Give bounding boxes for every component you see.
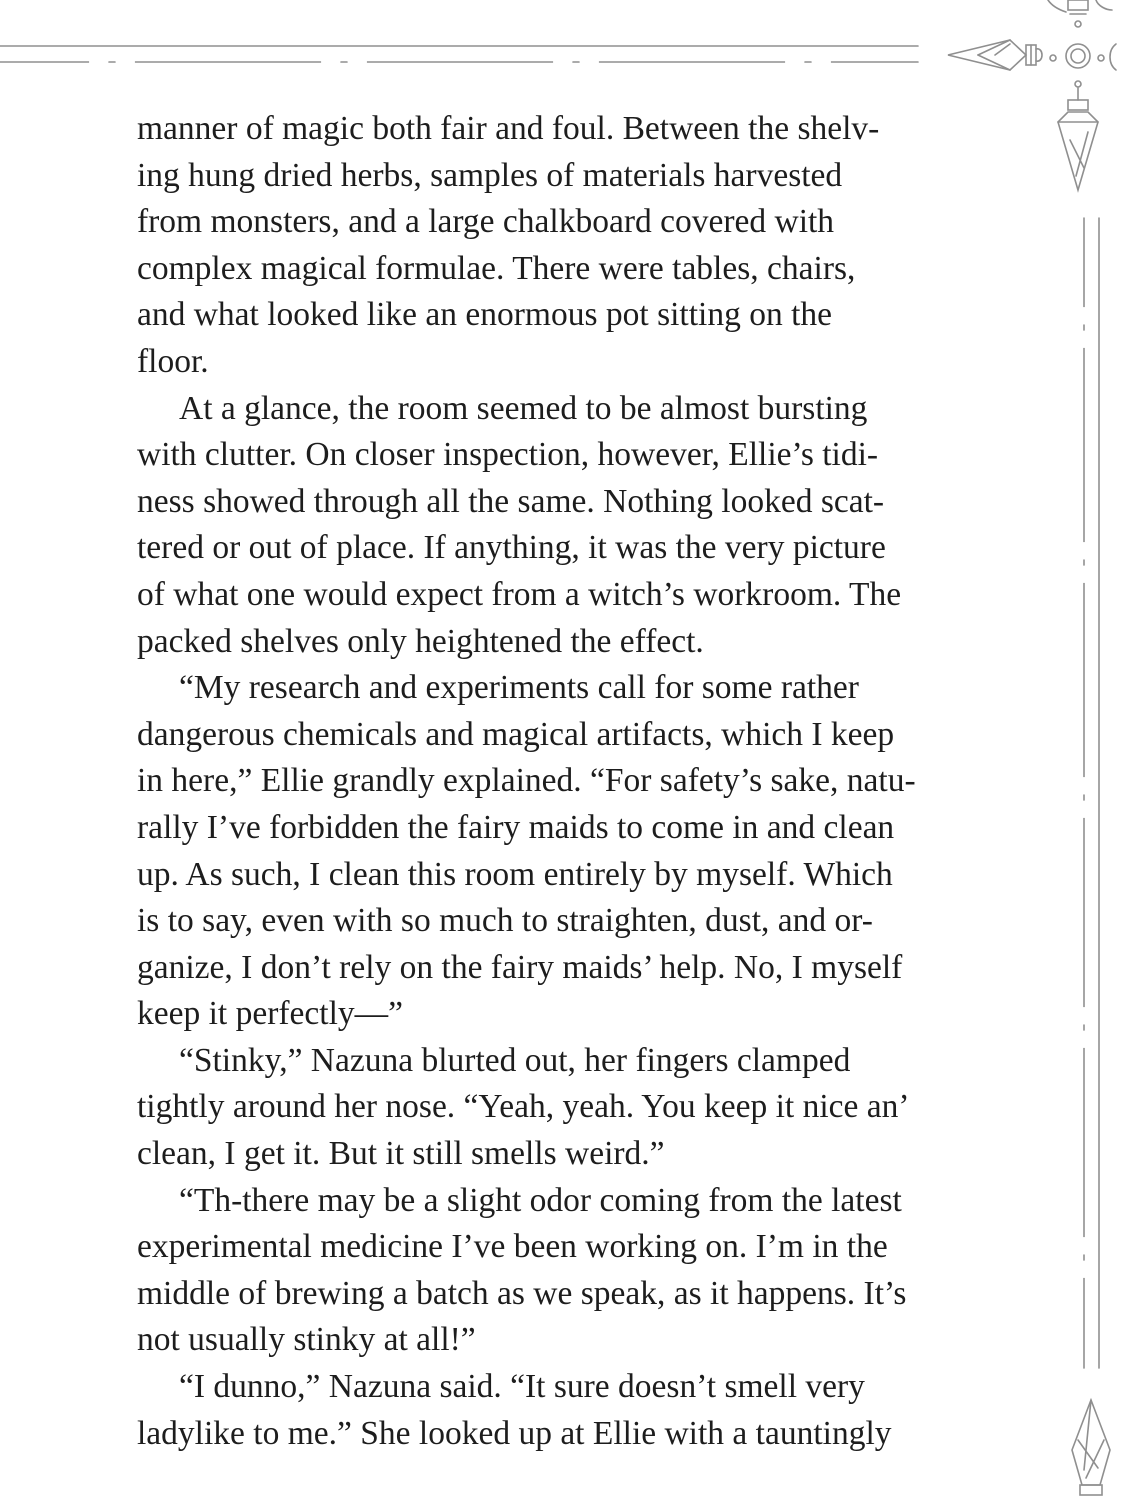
text-line: of what one would expect from a witch’s workroom. The [137,575,902,613]
text-line: tightly around her nose. “Yeah, yeah. You keep it nice an’ [137,1088,910,1126]
text-line: and what looked like an enormous pot sitting on the [137,296,833,334]
text-line: “I dunno,” Nazuna said. “It sure doesn’t smell very [179,1368,865,1406]
text-line: packed shelves only heightened the effect. [137,622,704,660]
text-line: floor. [137,342,209,380]
text-line: in here,” Ellie grandly explained. “For safety’s sake, natu- [137,762,916,800]
text-line: ladylike to me.” She looked up at Ellie with a tauntingly [137,1414,892,1452]
text-line: At a glance, the room seemed to be almost bursting [179,389,868,427]
text-line: up. As such, I clean this room entirely by myself. Which [137,855,893,893]
book-page-text [137,106,987,1457]
top-border-rule [0,46,918,62]
text-line: from monsters, and a large chalkboard covered with [137,203,835,241]
paragraph [137,1178,987,1364]
paragraph [137,1038,987,1178]
text-line: rally I’ve forbidden the fairy maids to come in and clean [137,808,895,846]
text-line: “My research and experiments call for some rather [179,669,859,707]
hanging-pendant-top-icon [1048,0,1112,190]
text-line: not usually stinky at all!” [137,1321,476,1359]
text-line: with clutter. On closer inspection, however, Ellie’s tidi- [137,436,879,474]
text-line: ganize, I don’t rely on the fairy maids’ help. No, I myself [137,948,903,986]
text-line: “Th-there may be a slight odor coming from the latest [179,1181,902,1219]
crystal-ornament-bottom-icon [1072,1400,1110,1495]
text-line: middle of brewing a batch as we speak, as it happens. It’s [137,1274,907,1312]
text-line: ing hung dried herbs, samples of materials harvested [137,156,843,194]
text-line: ness showed through all the same. Nothing looked scat- [137,482,885,520]
text-line: dangerous chemicals and magical artifacts, which I keep [137,715,895,753]
paragraph [137,1364,987,1457]
text-line: manner of magic both fair and foul. Between the shelv- [137,110,880,147]
text-line: tered or out of place. If anything, it was the very picture [137,529,886,567]
text-line: experimental medicine I’ve been working on. I’m in the [137,1228,888,1266]
paragraph [137,386,987,666]
right-border-rule [1084,218,1099,1368]
text-line: is to say, even with so much to straighten, dust, and or- [137,902,873,940]
text-line: keep it perfectly—” [137,995,404,1033]
paragraph [137,106,987,386]
text-line: “Stinky,” Nazuna blurted out, her fingers clamped [179,1041,851,1079]
text-line: complex magical formulae. There were tables, chairs, [137,249,856,287]
paragraph [137,665,987,1038]
crystal-ornament-horizontal-icon [948,40,1116,70]
text-line: clean, I get it. But it still smells weird.” [137,1135,665,1173]
